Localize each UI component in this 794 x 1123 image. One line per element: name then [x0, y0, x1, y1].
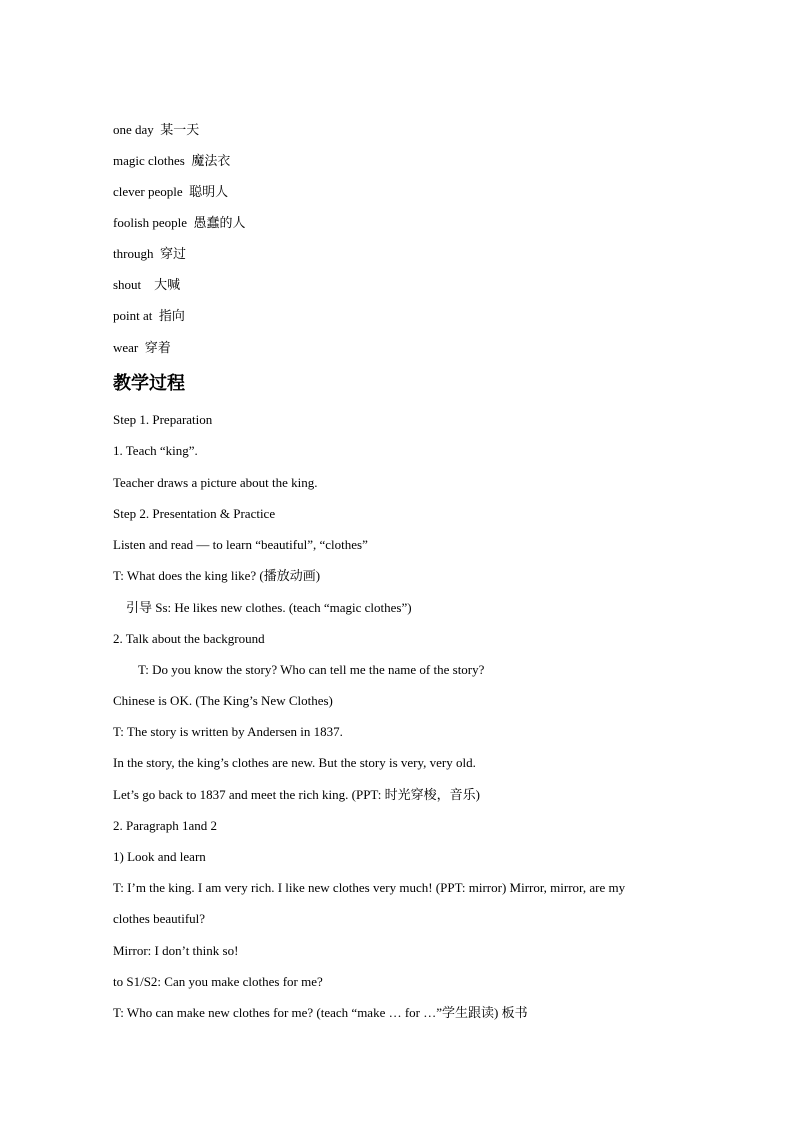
- vocab-item: point at 指向: [113, 308, 185, 324]
- text-line: T: What does the king like? (播放动画): [113, 568, 321, 583]
- text-line: Let’s go back to 1837 and meet the rich king. (PPT: 时光穿梭，音乐): [113, 787, 480, 802]
- text-line: 引导 Ss: He likes new clothes. (teach “magic clothes”): [126, 600, 412, 615]
- text-line: T: Do you know the story? Who can tell me the name of the story?: [138, 662, 485, 677]
- text-line: In the story, the king’s clothes are new. But the story is very, very old.: [113, 755, 476, 770]
- text-line: T: The story is written by Andersen in 1837.: [113, 724, 343, 739]
- text-line: Step 2. Presentation & Practice: [113, 506, 276, 521]
- text-line: T: Who can make new clothes for me? (teach “make … for …”学生跟读) 板书: [113, 1005, 528, 1020]
- text-line: 1) Look and learn: [113, 849, 206, 864]
- text-line: Listen and read — to learn “beautiful”, “clothes”: [113, 537, 368, 552]
- vocab-item: clever people 聪明人: [113, 184, 229, 200]
- text-line: Chinese is OK. (The King’s New Clothes): [113, 693, 333, 708]
- vocab-item: magic clothes 魔法衣: [113, 153, 231, 169]
- text-line: clothes beautiful?: [113, 911, 206, 926]
- vocab-item: through 穿过: [113, 246, 186, 262]
- text-line: 2. Talk about the background: [113, 631, 265, 646]
- text-line: to S1/S2: Can you make clothes for me?: [113, 974, 323, 989]
- vocab-item: wear 穿着: [113, 340, 171, 356]
- vocab-item: one day 某一天: [113, 122, 200, 138]
- vocab-item: shout 大喊: [113, 277, 181, 293]
- text-line: 2. Paragraph 1and 2: [113, 818, 217, 833]
- text-line: Mirror: I don’t think so!: [113, 943, 239, 958]
- text-line: Teacher draws a picture about the king.: [113, 475, 318, 490]
- text-line: T: I’m the king. I am very rich. I like new clothes very much! (PPT: mirror) Mirror, mirror, are my: [113, 880, 626, 895]
- text-line: Step 1. Preparation: [113, 412, 213, 427]
- vocab-item: foolish people 愚蠢的人: [113, 215, 246, 231]
- section-heading: 教学过程: [113, 373, 185, 394]
- text-line: 1. Teach “king”.: [113, 443, 198, 458]
